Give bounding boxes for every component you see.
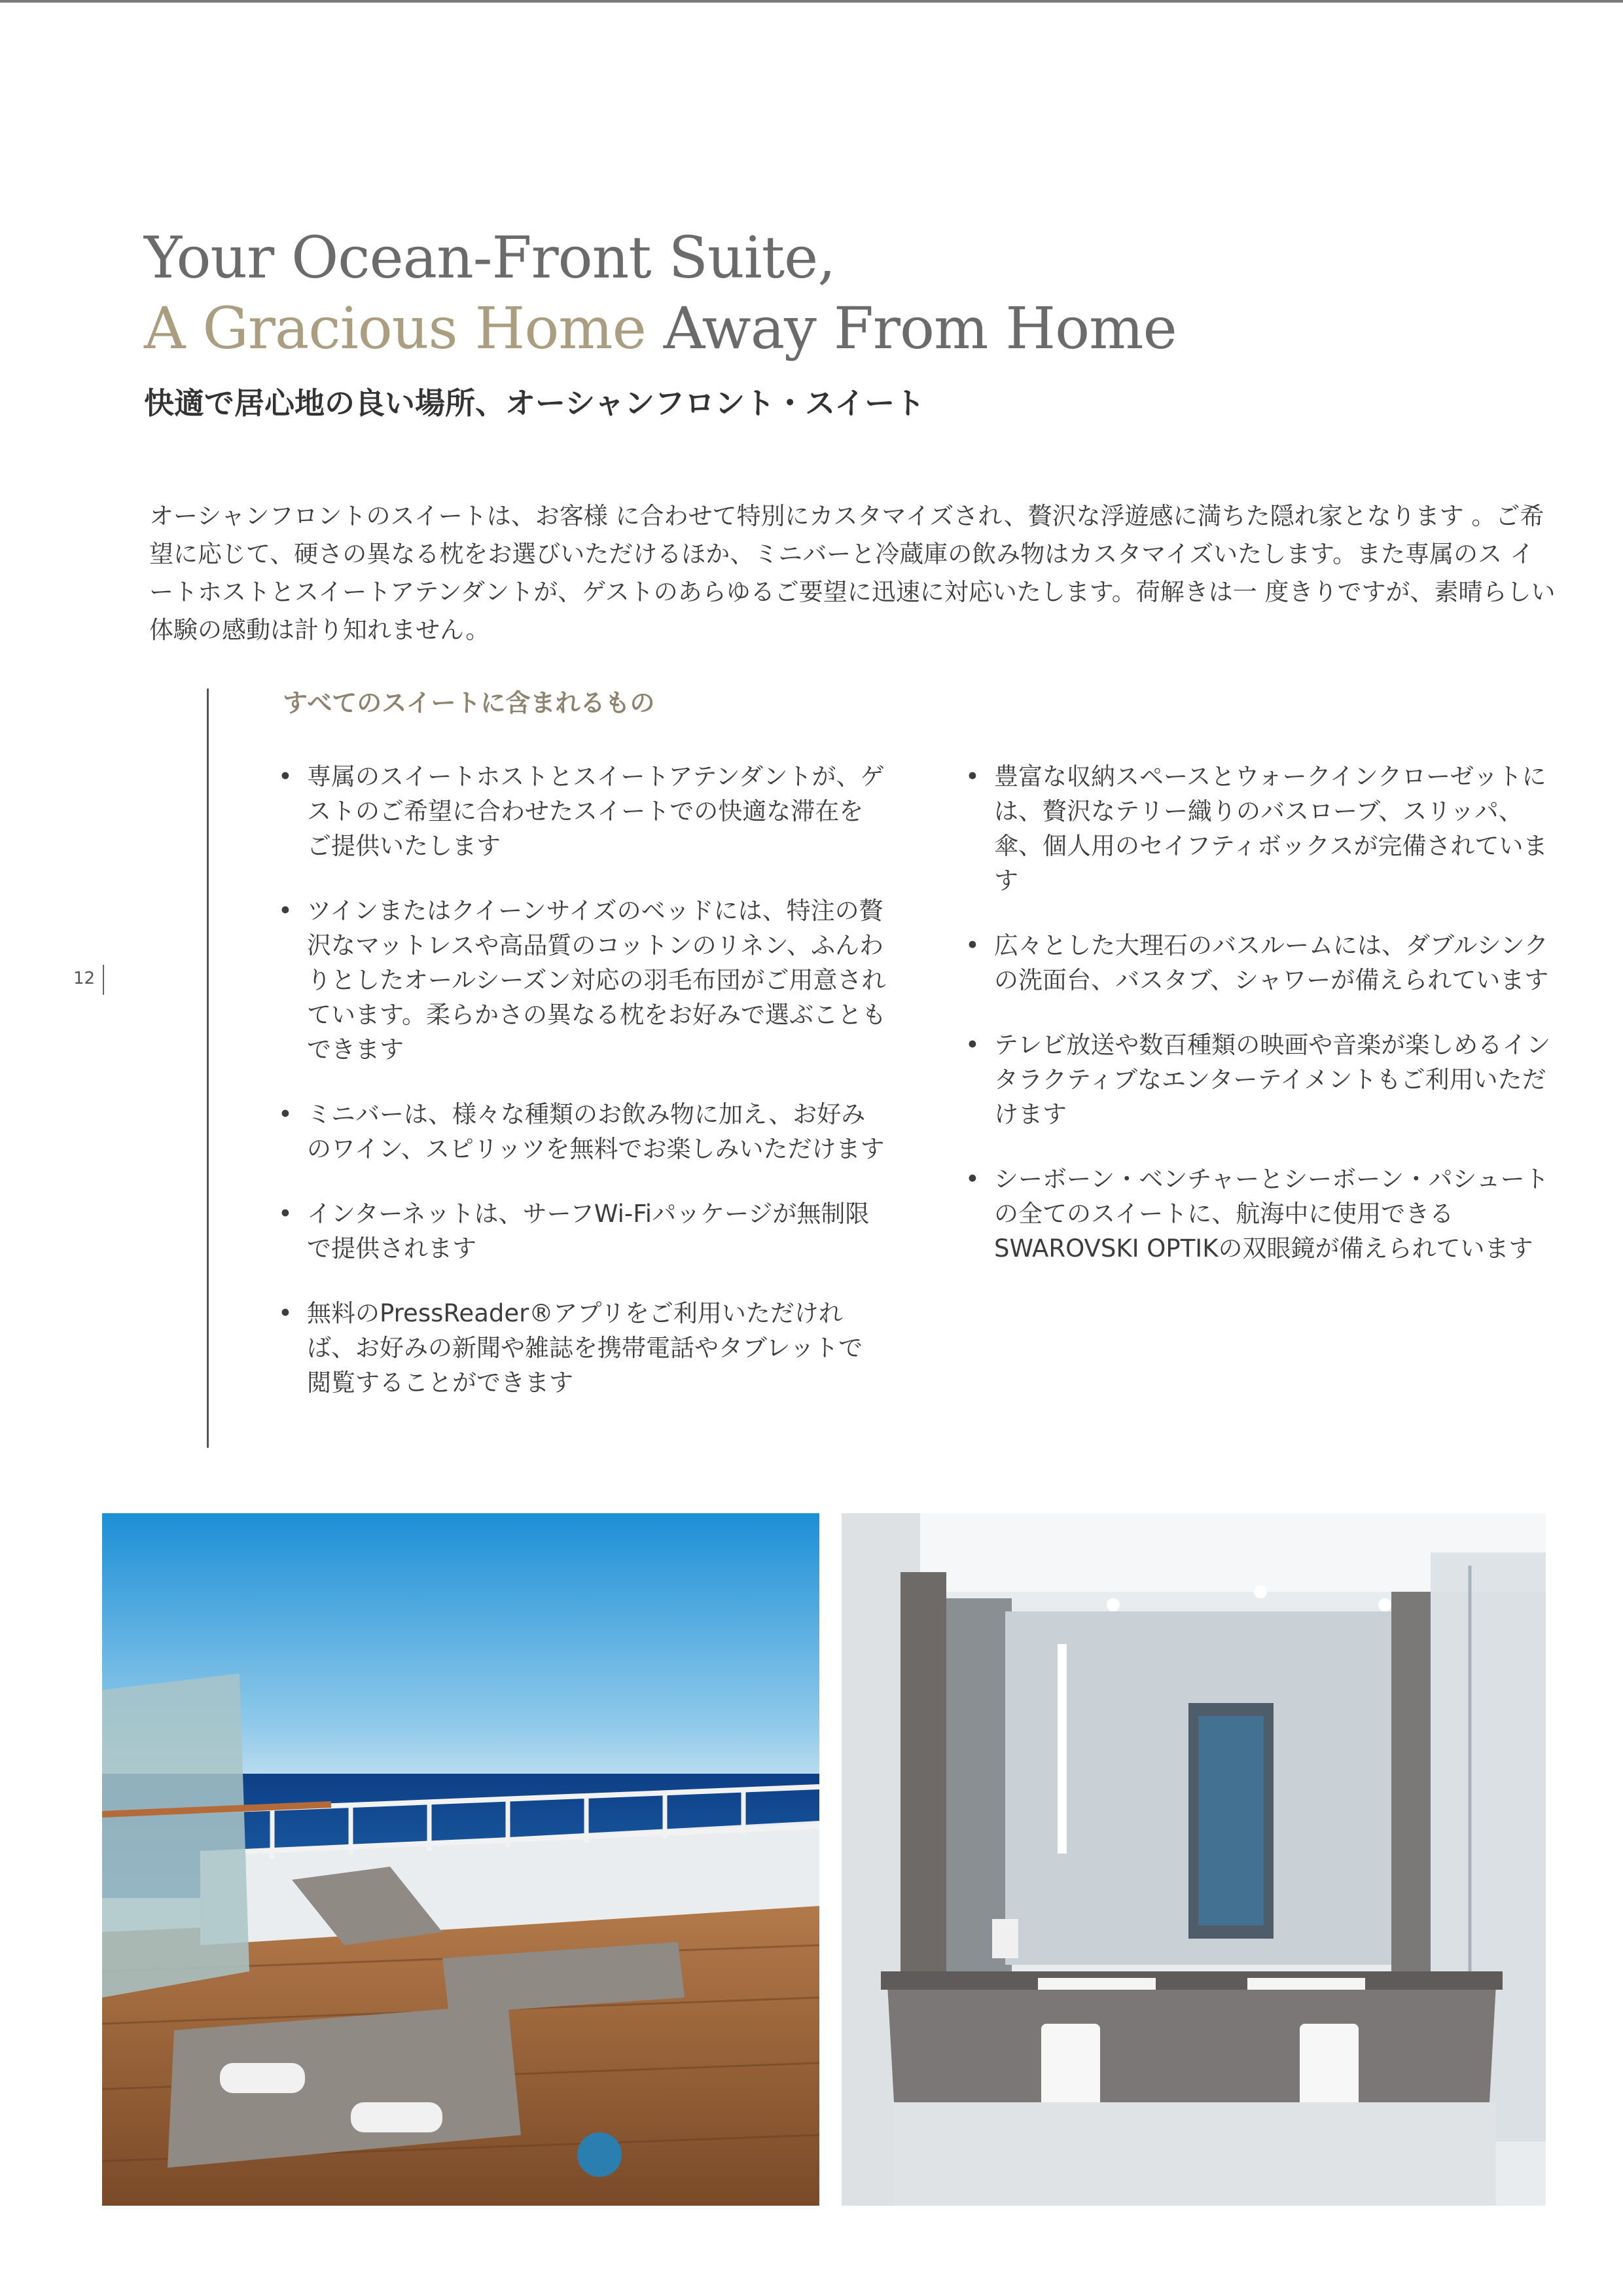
list-item: • シーボーン・ベンチャーとシーボーン・パシュートの全てのスイートに、航海中に使用できるSWAROVSKI OPTIKの双眼鏡が備えられています <box>965 1162 1567 1266</box>
bullet-icon: • <box>278 1299 293 1327</box>
title-line-1: Your Ocean-Front Suite, <box>144 224 836 291</box>
bullet-icon: • <box>965 1031 980 1059</box>
bullet-icon: • <box>278 1100 293 1128</box>
list-item: • 広々とした大理石のバスルームには、ダブルシンクの洗面台、バスタブ、シャワーが備えられています <box>965 928 1567 997</box>
section-rule <box>207 689 209 1448</box>
scan-edge <box>0 0 1623 3</box>
bullet-icon: • <box>965 931 980 960</box>
bullet-icon: • <box>965 762 980 791</box>
bullet-icon: • <box>278 897 293 925</box>
title-line-2-rest: Away From Home <box>663 295 1177 362</box>
included-list-right <box>965 759 1567 1296</box>
page-subtitle: 快適で居心地の良い場所、オーシャンフロント・スイート <box>144 386 925 421</box>
list-item: • ツインまたはクイーンサイズのベッドには、特注の贅沢なマットレスや高品質のコットンのリネン、ふんわりとしたオールシーズン対応の羽毛布団がご用意されています。柔らかさの異なる枕をお好みで選ぶこともできます <box>278 893 887 1067</box>
balcony-photo <box>102 1513 819 2206</box>
title-line-2-gold: A Gracious Home <box>144 295 664 362</box>
included-heading: すべてのスイートに含まれるもの <box>283 689 655 717</box>
bathroom-photo <box>842 1513 1546 2206</box>
page-number: 12 <box>73 969 96 988</box>
page-number-tick <box>103 965 104 995</box>
list-item: • インターネットは、サーフWi-Fiパッケージが無制限で提供されます <box>278 1196 887 1266</box>
bullet-icon: • <box>965 1165 980 1193</box>
bullet-icon: • <box>278 1200 293 1228</box>
list-item: • 専属のスイートホストとスイートアテンダントが、ゲストのご希望に合わせたスイートでの快適な滞在をご提供いたします <box>278 759 887 863</box>
bullet-icon: • <box>278 762 293 791</box>
included-list-left <box>278 759 887 1430</box>
list-item: • ミニバーは、様々な種類のお飲み物に加え、お好みのワイン、スピリッツを無料でお楽しみいただけます <box>278 1097 887 1166</box>
intro-paragraph: オーシャンフロントのスイートは、お客様 に合わせて特別にカスタマイズされ、贅沢な浮遊感に満ちた隠れ家となります 。ご希望に応じて、硬さの異なる枕をお選びいただけるほか、ミニバーと冷蔵庫の飲み物はカスタマイズいたします。また専属のス イートホストとスイートアテンダントが、ゲストのあらゆるご要望に迅速に対応いたします。荷解きは一 度きりですが、素晴らしい体験の感動は計り知れません。 <box>149 502 1556 644</box>
list-item: • 無料のPressReader®アプリをご利用いただければ、お好みの新聞や雑誌を携帯電話やタブレットで閲覧することができます <box>278 1296 887 1400</box>
page-title <box>144 223 1387 364</box>
list-item: • 豊富な収納スペースとウォークインクローゼットには、贅沢なテリー織りのバスローブ、スリッパ、傘、個人用のセイフティボックスが完備されています <box>965 759 1567 898</box>
list-item: • テレビ放送や数百種類の映画や音楽が楽しめるインタラクティブなエンターテイメントもご利用いただけます <box>965 1028 1567 1132</box>
